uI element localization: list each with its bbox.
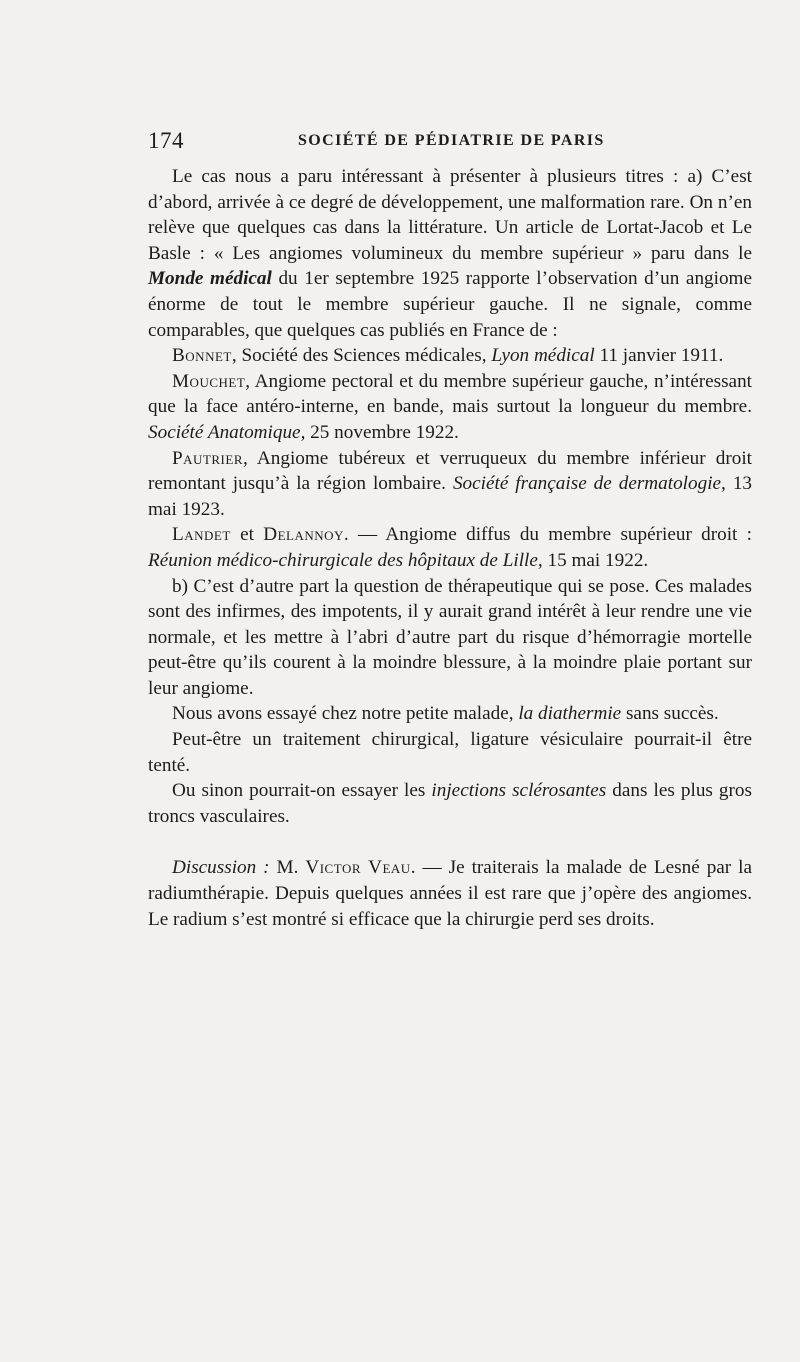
paragraph-therapy: b) C’est d’autre part la question de thérapeutique qui se pose. Ces malades sont des infirmes, des impotents, il y aurait grand intérêt à leur rendre une vie normale, et les mettre à l’abri d’autre part du risque d’hémorragie mortelle peut-être qu’ils courent à la moindre blessure, à la moindre plaie portant sur leur angiome.: [148, 575, 752, 699]
paragraph-injections: [148, 778, 752, 829]
author-name: Landet: [172, 524, 231, 546]
reference-bonnet: [148, 343, 752, 369]
page-header: [148, 128, 752, 158]
paragraph-surgery: Peut-être un traitement chirurgical, ligature vésiculaire pourrait-il être tenté.: [148, 729, 752, 776]
paragraph-diathermy: [148, 701, 752, 727]
paragraph-text: Le cas nous a paru intéressant à présenter à plusieurs titres : a) C’est d’abord, arrivée à ce degré de développement, une malformation rare. On n’en relève que quelques cas dans la littérature. Un article de Lortat-Jacob et Le Basle : « Les angiomes volumineux du membre supérieur » paru dans le: [148, 166, 752, 264]
journal-title: Réunion médico-chirurgicale des hôpitaux de Lille,: [148, 549, 543, 571]
author-name: Pautrier: [172, 447, 244, 469]
emphasis-text: la diathermie: [518, 703, 622, 725]
paragraph-text: du 1er septembre 1925 rapporte l’observation d’un angiome énorme de tout le membre supérieur gauche. Il ne signale, comme comparables, que quelques cas publiés en France de :: [148, 268, 752, 341]
page-number: 174: [148, 128, 184, 153]
reference-text: , Société des Sciences médicales,: [231, 345, 492, 367]
journal-title: Lyon médical: [491, 345, 595, 367]
reference-text: , Angiome pectoral et du membre supérieur gauche, n’intéressant que la face antéro-interne, en bande, mais surtout la longueur du membre.: [148, 370, 752, 418]
speaker-name: Victor Veau: [305, 857, 411, 879]
paragraph-text: Ou sinon pourrait-on essayer les: [172, 780, 432, 802]
author-name: Delannoy: [263, 524, 344, 546]
author-name: Mouchet: [172, 370, 246, 392]
journal-title: Société Anatomique,: [148, 421, 306, 443]
discussion-heading: Discussion :: [172, 857, 270, 879]
section-spacer: [148, 829, 752, 855]
reference-text: 11 janvier 1911.: [594, 345, 724, 367]
discussion-paragraph: [148, 855, 752, 932]
paragraph-text: dans les plus gros troncs vasculaires.: [148, 780, 752, 827]
reference-text: . — Angiome diffus du membre supérieur droit :: [343, 524, 752, 546]
paragraph-intro: [148, 164, 752, 343]
discussion-text: . — Je traiterais la malade de Lesné par la radiumthérapie. Depuis quelques années il est rare que j’opère des angiomes. Le radium s’est montré si efficace que la chirurgie perd ses droits.: [148, 857, 753, 930]
reference-text: et: [230, 524, 264, 546]
reference-mouchet: [148, 369, 752, 446]
journal-title: Société française de dermatologie,: [452, 473, 726, 495]
running-head: SOCIÉTÉ DE PÉDIATRIE DE PARIS: [298, 132, 605, 149]
reference-landet-delannoy: [148, 522, 752, 573]
speaker-title: M.: [269, 857, 306, 879]
paragraph-text: sans succès.: [621, 703, 719, 725]
author-name: Bonnet: [172, 345, 232, 367]
paragraph-text: Nous avons essayé chez notre petite malade,: [172, 703, 519, 725]
reference-pautrier: [148, 446, 752, 523]
journal-title: Monde médical: [148, 268, 272, 290]
reference-text: 25 novembre 1922.: [305, 421, 459, 443]
emphasis-text: injections sclérosantes: [431, 780, 607, 802]
page-body: [148, 164, 752, 932]
reference-text: , Angiome tubéreux et verruqueux du membre inférieur droit remontant jusqu’à la région lombaire.: [148, 447, 752, 495]
reference-text: 13 mai 1923.: [148, 473, 753, 520]
reference-text: 15 mai 1922.: [542, 549, 649, 571]
